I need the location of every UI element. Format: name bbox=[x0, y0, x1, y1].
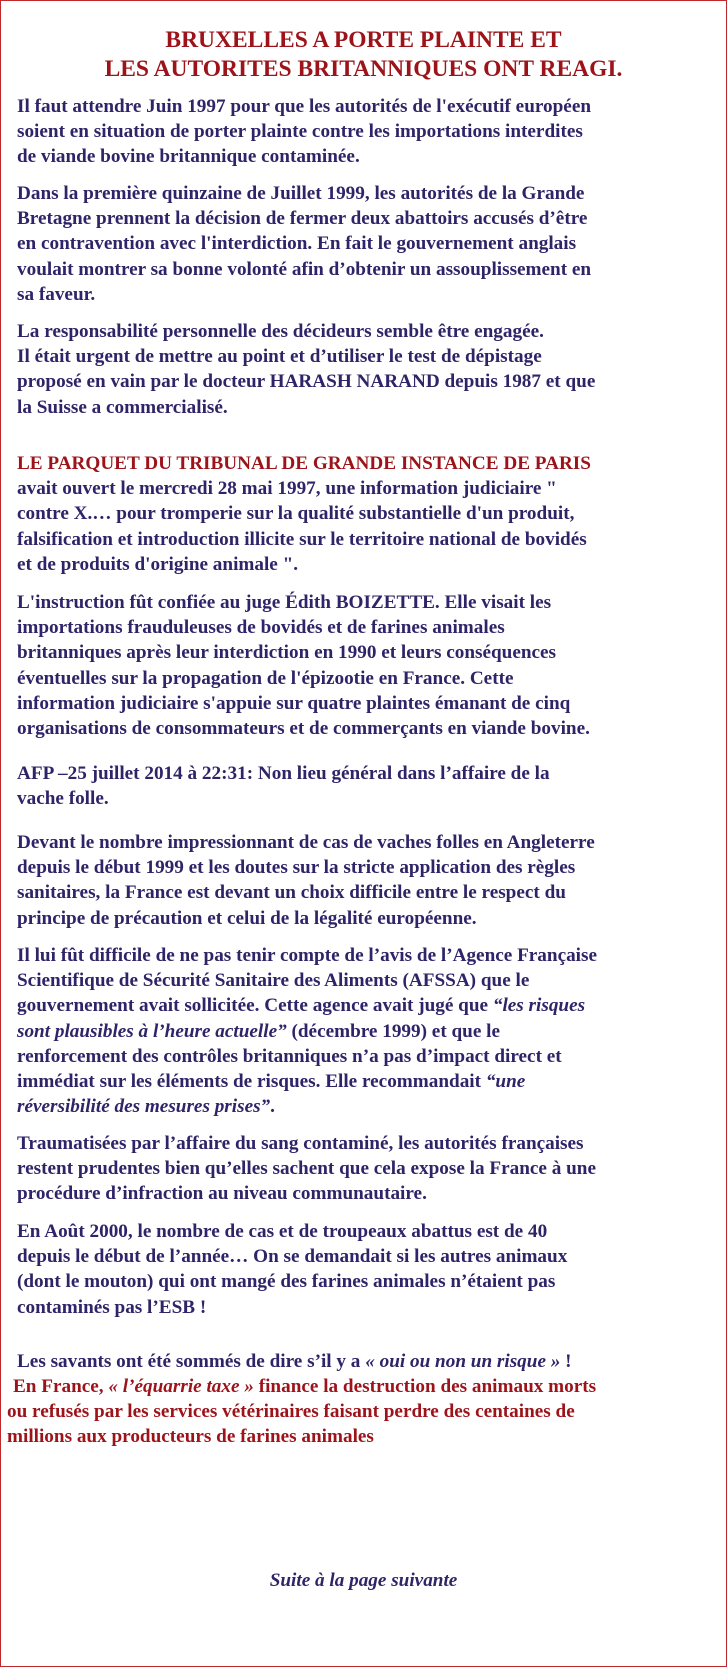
paragraph-afp-non-lieu bbox=[17, 761, 727, 811]
text-line bbox=[7, 1374, 727, 1399]
text-line: (dont le mouton) qui ont mangé des farines animales n’étaient pas bbox=[17, 1271, 556, 1293]
text-line: depuis le début 1999 et les doutes sur la stricte application des règles bbox=[17, 857, 576, 879]
text-line bbox=[17, 1019, 727, 1044]
text-line: avait ouvert le mercredi 28 mai 1997, une information judiciaire " bbox=[17, 478, 557, 500]
paragraph-parquet bbox=[17, 451, 727, 577]
text-line: la Suisse a commercialisé. bbox=[17, 396, 228, 418]
text-line: Scientifique de Sécurité Sanitaire des Aliments (AFSSA) que le bbox=[17, 970, 530, 992]
paragraph-responsabilite bbox=[17, 319, 727, 420]
text-line: ou refusés par les services vétérinaires faisant perdre des centaines de bbox=[7, 1401, 575, 1423]
paragraph-instruction bbox=[17, 590, 727, 741]
text-line: sa faveur. bbox=[17, 283, 96, 305]
text-line: Dans la première quinzaine de Juillet 1999, les autorités de la Grande bbox=[17, 183, 585, 204]
page-title bbox=[0, 26, 727, 84]
text-line: L'instruction fût confiée au juge Édith BOIZETTE. Elle visait les bbox=[17, 592, 552, 613]
text-segment: gouvernement avait sollicitée. Cette agence avait jugé que bbox=[17, 995, 493, 1017]
text-line: organisations de consommateurs et de commerçants en viande bovine. bbox=[17, 718, 590, 740]
continued-note: Suite à la page suivante bbox=[269, 1570, 458, 1591]
quote-segment: « l’équarrie taxe » bbox=[108, 1376, 254, 1397]
text-line: renforcement des contrôles britanniques n’a pas d’impact direct et bbox=[17, 1045, 562, 1067]
text-line: importations frauduleuses de bovidés et de farines animales bbox=[17, 617, 505, 639]
text-line: soient en situation de porter plainte contre les importations interdites bbox=[17, 121, 583, 143]
parquet-heading: LE PARQUET DU TRIBUNAL DE GRANDE INSTANCE DE PARIS bbox=[17, 453, 591, 474]
paragraph-savants-line1 bbox=[17, 1349, 727, 1374]
text-line: voulait montrer sa bonne volonté afin d’obtenir un assouplissement en bbox=[17, 258, 592, 280]
text-line: information judiciaire s'appuie sur quatre plaintes émanant de cinq bbox=[17, 692, 571, 714]
text-line: Il lui fût difficile de ne pas tenir compte de l’avis de l’Agence Française bbox=[17, 945, 598, 966]
text-line: En Août 2000, le nombre de cas et de troupeaux abattus est de 40 bbox=[17, 1221, 548, 1242]
paragraph-vaches-folles bbox=[17, 830, 727, 931]
text-line: La responsabilité personnelle des décideurs semble être engagée. bbox=[17, 321, 544, 342]
text-line: Devant le nombre impressionnant de cas de vaches folles en Angleterre bbox=[17, 832, 595, 853]
paragraph-aout-2000 bbox=[17, 1219, 727, 1320]
text-line: procédure d’infraction au niveau communautaire. bbox=[17, 1183, 427, 1205]
text-line: depuis le début de l’année… On se demandait si les autres animaux bbox=[17, 1246, 568, 1268]
text-line: éventuelles sur la propagation de l'épizootie en France. Cette bbox=[17, 667, 514, 689]
quote-segment: “les risques bbox=[492, 995, 586, 1017]
title-line-2: LES AUTORITES BRITANNIQUES ONT REAGI. bbox=[104, 56, 623, 82]
text-segment: En France, bbox=[13, 1376, 109, 1397]
quote-segment: sont plausibles à l’heure actuelle” bbox=[17, 1020, 287, 1042]
text-line: Il faut attendre Juin 1997 pour que les autorités de l'exécutif européen bbox=[17, 96, 592, 117]
text-segment: finance la destruction des animaux morts bbox=[253, 1376, 597, 1397]
quote-segment: réversibilité des mesures prises” bbox=[17, 1096, 271, 1118]
text-line: Bretagne prennent la décision de fermer deux abattoirs accusés d’être bbox=[17, 208, 588, 230]
title-line-1: BRUXELLES A PORTE PLAINTE ET bbox=[165, 27, 562, 53]
text-segment: immédiat sur les éléments de risques. Elle recommandait bbox=[17, 1071, 486, 1093]
paragraph-sang-contamine bbox=[17, 1131, 727, 1207]
text-segment: . bbox=[270, 1096, 275, 1118]
text-line: Il était urgent de mettre au point et d’utiliser le test de dépistage bbox=[17, 346, 542, 368]
text-segment: ! bbox=[560, 1351, 572, 1372]
text-line: contre X.… pour tromperie sur la qualité substantielle d'un produit, bbox=[17, 503, 575, 525]
text-line: principe de précaution et celui de la légalité européenne. bbox=[17, 907, 477, 929]
paragraph-plainte-juin-1997 bbox=[17, 94, 727, 170]
text-segment: (décembre 1999) et que le bbox=[286, 1020, 501, 1042]
paragraph-juillet-1999 bbox=[17, 181, 727, 307]
quote-segment: « oui ou non un risque » bbox=[365, 1351, 561, 1372]
text-line bbox=[17, 993, 727, 1018]
text-segment: Les savants ont été sommés de dire s’il y a bbox=[17, 1351, 366, 1372]
text-line: contaminés pas l’ESB ! bbox=[17, 1296, 207, 1318]
text-line bbox=[17, 1069, 727, 1094]
text-line: vache folle. bbox=[17, 788, 109, 810]
text-line: et de produits d'origine animale ". bbox=[17, 553, 299, 575]
text-line: millions aux producteurs de farines animales bbox=[7, 1426, 374, 1448]
text-line: sanitaires, la France est devant un choix difficile entre le respect du bbox=[17, 882, 566, 904]
text-line: de viande bovine britannique contaminée. bbox=[17, 146, 360, 168]
text-line: restent prudentes bien qu’elles sachent que cela expose la France à une bbox=[17, 1158, 596, 1180]
text-line bbox=[17, 1094, 727, 1119]
paragraph-equarrissage bbox=[7, 1374, 727, 1450]
text-line bbox=[17, 1349, 727, 1374]
text-line: AFP –25 juillet 2014 à 22:31: Non lieu général dans l’affaire de la bbox=[17, 763, 550, 784]
text-line: falsification et introduction illicite sur le territoire national de bovidés bbox=[17, 528, 587, 550]
text-line: Traumatisées par l’affaire du sang contaminé, les autorités françaises bbox=[17, 1133, 584, 1154]
paragraph-afssa bbox=[17, 943, 727, 1119]
text-line: britanniques après leur interdiction en 1990 et leurs conséquences bbox=[17, 642, 557, 664]
text-line: proposé en vain par le docteur HARASH NARAND depuis 1987 et que bbox=[17, 371, 596, 393]
quote-segment: “une bbox=[485, 1071, 526, 1093]
text-line: en contravention avec l'interdiction. En fait le gouvernement anglais bbox=[17, 233, 577, 255]
